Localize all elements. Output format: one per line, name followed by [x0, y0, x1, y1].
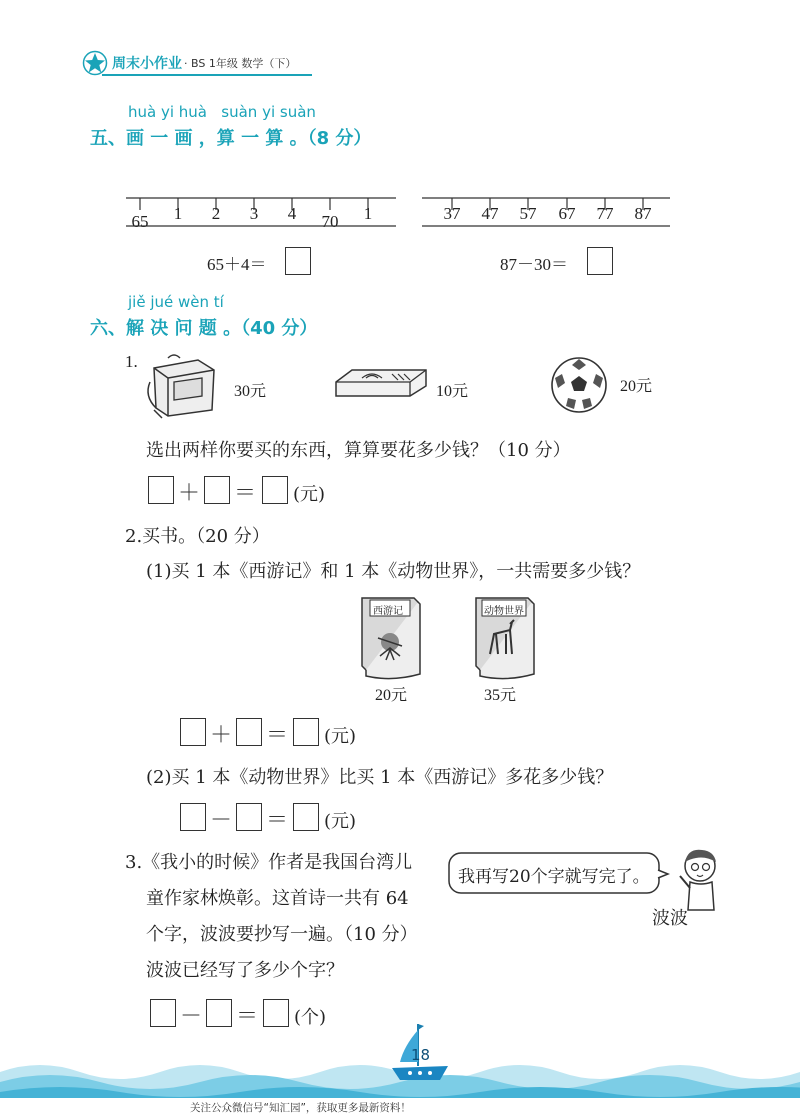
- question-2-sub2: (2)买 1 本《动物世界》比买 1 本《西游记》多花多少钱？: [146, 767, 614, 788]
- tick-label: 57: [519, 204, 537, 223]
- tick-label: 4: [287, 204, 297, 223]
- pencil-case-icon: [332, 364, 430, 400]
- equation-1: 65＋4＝: [207, 255, 267, 274]
- page-number: 18: [411, 1046, 431, 1064]
- price-label: 20元: [375, 687, 408, 704]
- plus-sign: ＋: [178, 481, 201, 506]
- tick-label: 37: [443, 204, 461, 223]
- series-title: 周末小作业: [112, 56, 182, 72]
- section5-pinyin: huà yi huà suàn yi suàn: [128, 103, 316, 121]
- equals-sign: ＝: [266, 723, 289, 748]
- plus-sign: ＋: [210, 723, 233, 748]
- tick-label: 87: [634, 204, 652, 223]
- character-name: 波波: [652, 908, 688, 929]
- section6-title: 六、解 决 问 题 。（40 分）: [90, 318, 318, 339]
- answer-box[interactable]: [206, 999, 232, 1027]
- question-3-line: 个字，波波要抄写一遍。（10 分）: [146, 924, 418, 945]
- header-bar: [82, 50, 307, 78]
- question-2-title: 2.买书。（20 分）: [125, 526, 270, 547]
- equals-sign: ＝: [234, 481, 257, 506]
- speech-bubble: [448, 852, 664, 894]
- unit-label: (元): [324, 811, 357, 832]
- tick-label: 47: [481, 204, 499, 223]
- book-dongwushijie: [470, 594, 540, 682]
- equals-sign: ＝: [236, 1004, 259, 1029]
- tick-label: 1: [363, 204, 373, 223]
- answer-box[interactable]: [293, 718, 319, 746]
- answer-box[interactable]: [180, 718, 206, 746]
- tick-label: 1: [173, 204, 183, 223]
- question-1-prompt: 选出两样你要买的东西，算算要花多少钱？（10 分）: [146, 440, 571, 461]
- answer-box[interactable]: [262, 476, 288, 504]
- price-label: 30元: [234, 383, 267, 400]
- price-label: 20元: [620, 378, 653, 395]
- question-1-number: 1.: [125, 352, 138, 371]
- answer-box[interactable]: [285, 247, 311, 275]
- answer-box[interactable]: [204, 476, 230, 504]
- section5-title: 五、画 一 画 ，算 一 算 。（8 分）: [90, 128, 372, 149]
- answer-box[interactable]: [148, 476, 174, 504]
- answer-box[interactable]: [293, 803, 319, 831]
- answer-box[interactable]: [587, 247, 613, 275]
- price-label: 10元: [436, 383, 469, 400]
- section6-pinyin: jiě jué wèn tí: [128, 293, 224, 311]
- question-2-sub1: (1)买 1 本《西游记》和 1 本《动物世界》，一共需要多少钱？: [146, 561, 641, 582]
- equals-sign: ＝: [266, 808, 289, 833]
- tick-label: 67: [558, 204, 576, 223]
- question-3-line: 波波已经写了多少个字？: [146, 960, 344, 981]
- question-3-line: 3.《我小的时候》作者是我国台湾儿: [125, 852, 413, 873]
- unit-label: (元): [324, 726, 357, 747]
- answer-box[interactable]: [150, 999, 176, 1027]
- answer-box[interactable]: [236, 718, 262, 746]
- backpack-icon: [140, 352, 225, 420]
- answer-box[interactable]: [236, 803, 262, 831]
- grade-subtitle: · BS 1年级 数学（下）: [184, 57, 297, 70]
- number-line-2: [422, 190, 670, 232]
- minus-sign: －: [210, 808, 233, 833]
- tick-label: 2: [211, 204, 221, 223]
- tick-label: 3: [249, 204, 259, 223]
- price-label: 35元: [484, 687, 517, 704]
- star-logo-icon: [82, 50, 108, 76]
- book-title: 动物世界: [484, 606, 524, 617]
- tick-label: 70: [321, 212, 339, 231]
- tick-label: 65: [131, 212, 149, 231]
- book-title: 西游记: [373, 606, 403, 617]
- bubble-text: 我再写20个字就写完了。: [458, 867, 650, 887]
- unit-label: (个): [294, 1007, 327, 1028]
- soccer-ball-icon: [550, 356, 608, 414]
- answer-box[interactable]: [263, 999, 289, 1027]
- footer-notice: 关注公众微信号“知汇园”，获取更多最新资料！: [190, 1102, 411, 1114]
- tick-label: 77: [596, 204, 614, 223]
- header-underline: [102, 74, 312, 76]
- unit-label: (元): [293, 484, 326, 505]
- question-3-line: 童作家林焕彰。这首诗一共有 64: [146, 888, 409, 909]
- equation-2: 87－30＝: [500, 255, 568, 274]
- answer-box[interactable]: [180, 803, 206, 831]
- number-line-1: [126, 190, 396, 232]
- minus-sign: －: [180, 1004, 203, 1029]
- book-xiyouji: [356, 594, 426, 682]
